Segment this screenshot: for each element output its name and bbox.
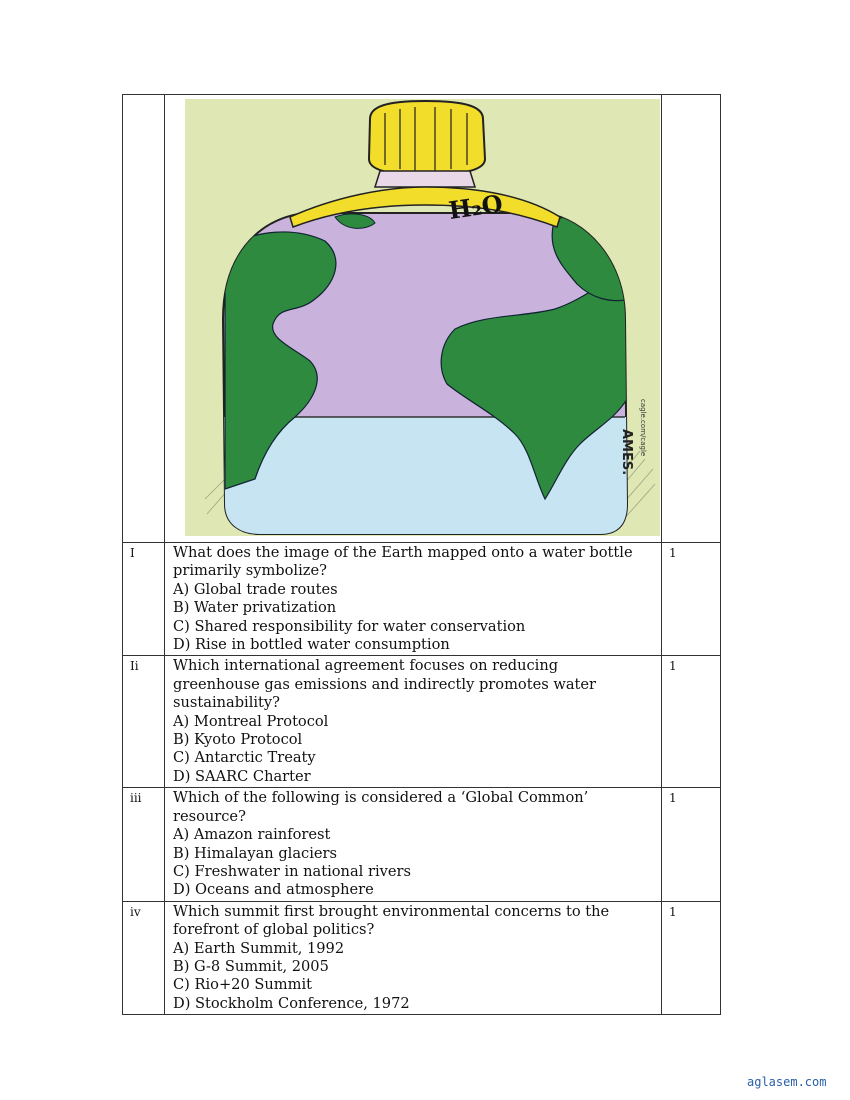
question-marks: 1 xyxy=(662,543,721,656)
image-row xyxy=(123,95,721,543)
option-b: B) G-8 Summit, 2005 xyxy=(173,957,329,975)
footer-site-link[interactable]: aglasem.com xyxy=(747,1075,827,1089)
question-row-2 xyxy=(123,656,721,788)
question-number: I xyxy=(123,543,165,656)
question-marks: 1 xyxy=(662,901,721,1014)
question-text-line: sustainability? xyxy=(173,694,280,712)
option-d: D) Stockholm Conference, 1972 xyxy=(173,994,410,1012)
question-row-1 xyxy=(123,543,721,656)
option-b: B) Himalayan glaciers xyxy=(173,844,337,862)
question-text-line: resource? xyxy=(173,807,246,825)
bottle-neck xyxy=(375,171,475,187)
earth-bottle-cartoon xyxy=(185,99,660,536)
option-c: C) Rio+20 Summit xyxy=(173,976,312,994)
question-number: iii xyxy=(123,788,165,901)
option-b: B) Water privatization xyxy=(173,599,337,617)
question-content xyxy=(165,788,662,901)
question-row-4 xyxy=(123,901,721,1014)
question-marks: 1 xyxy=(662,788,721,901)
option-b: B) Kyoto Protocol xyxy=(173,731,303,749)
blank-marks-cell xyxy=(662,95,721,543)
option-d: D) Oceans and atmosphere xyxy=(173,881,374,899)
question-text-line: greenhouse gas emissions and indirectly promotes water xyxy=(173,675,596,693)
question-text-line: forefront of global politics? xyxy=(173,921,375,939)
cartoon-cell xyxy=(165,95,662,543)
question-row-3 xyxy=(123,788,721,901)
option-a: A) Earth Summit, 1992 xyxy=(173,939,345,957)
artist-signature: AMES. xyxy=(619,429,634,476)
blank-number-cell xyxy=(123,95,165,543)
option-a: A) Global trade routes xyxy=(173,580,338,598)
question-content xyxy=(165,656,662,788)
question-text-line: What does the image of the Earth mapped onto a water bottle xyxy=(173,544,633,561)
question-text-line: Which summit first brought environmental concerns to the xyxy=(173,902,610,920)
option-c: C) Freshwater in national rivers xyxy=(173,862,411,880)
question-text-line: Which of the following is considered a ‘Global Common’ xyxy=(173,789,589,807)
question-marks: 1 xyxy=(662,656,721,788)
option-c: C) Antarctic Treaty xyxy=(173,749,316,767)
option-c: C) Shared responsibility for water conservation xyxy=(173,617,526,635)
option-a: A) Montreal Protocol xyxy=(173,712,329,730)
question-text-line: Which international agreement focuses on reducing xyxy=(173,657,559,675)
question-content xyxy=(165,543,662,656)
question-table xyxy=(122,94,721,1015)
question-text-line: primarily symbolize? xyxy=(173,562,327,580)
option-d: D) SAARC Charter xyxy=(173,767,311,785)
option-d: D) Rise in bottled water consumption xyxy=(173,636,450,654)
cartoon-watermark: cagle.com/cagle xyxy=(639,399,647,457)
bottle-label-text: H₂O xyxy=(446,188,505,225)
question-number: Ii xyxy=(123,656,165,788)
question-number: iv xyxy=(123,901,165,1014)
question-content xyxy=(165,901,662,1014)
option-a: A) Amazon rainforest xyxy=(173,826,331,844)
